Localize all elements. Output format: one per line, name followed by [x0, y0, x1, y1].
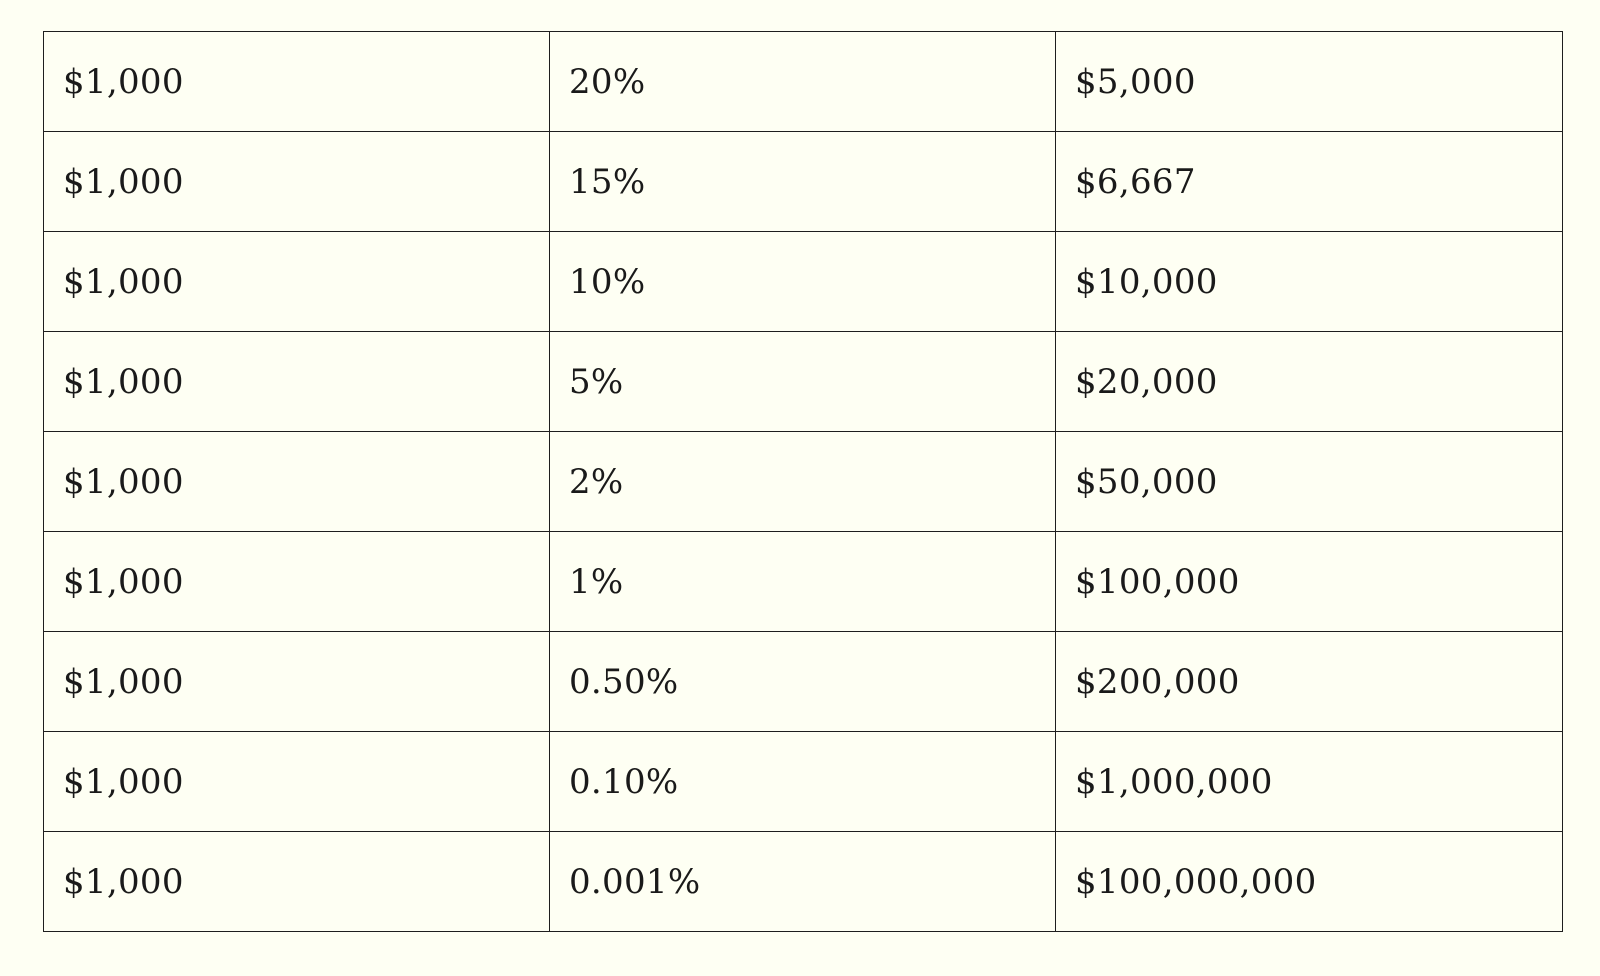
table-row — [44, 632, 1563, 732]
table-cell: $1,000 — [44, 532, 550, 632]
table-cell: $5,000 — [1056, 32, 1563, 132]
table-cell: 0.50% — [550, 632, 1056, 732]
table-cell: 0.10% — [550, 732, 1056, 832]
table-row — [44, 232, 1563, 332]
table-cell: $100,000 — [1056, 532, 1563, 632]
table-row — [44, 432, 1563, 532]
table-cell: $1,000 — [44, 632, 550, 732]
table-cell: $200,000 — [1056, 632, 1563, 732]
table-cell: $1,000 — [44, 332, 550, 432]
table-body — [44, 32, 1563, 932]
table-cell: 5% — [550, 332, 1056, 432]
table-cell: $1,000 — [44, 832, 550, 932]
table-cell: $6,667 — [1056, 132, 1563, 232]
table-row — [44, 532, 1563, 632]
table-cell: 1% — [550, 532, 1056, 632]
table-cell: 10% — [550, 232, 1056, 332]
table-row — [44, 832, 1563, 932]
table-row — [44, 32, 1563, 132]
table-cell: $20,000 — [1056, 332, 1563, 432]
table-cell: $1,000 — [44, 432, 550, 532]
table-cell: 0.001% — [550, 832, 1056, 932]
table-row — [44, 332, 1563, 432]
table-cell: $10,000 — [1056, 232, 1563, 332]
table-cell: $50,000 — [1056, 432, 1563, 532]
table-cell: 2% — [550, 432, 1056, 532]
table-row — [44, 732, 1563, 832]
table-cell: 20% — [550, 32, 1056, 132]
table-cell: $1,000 — [44, 132, 550, 232]
data-table — [43, 31, 1563, 932]
table-cell: 15% — [550, 132, 1056, 232]
table-cell: $1,000,000 — [1056, 732, 1563, 832]
table-cell: $1,000 — [44, 32, 550, 132]
table-cell: $1,000 — [44, 732, 550, 832]
table-cell: $1,000 — [44, 232, 550, 332]
table-row — [44, 132, 1563, 232]
table-cell: $100,000,000 — [1056, 832, 1563, 932]
